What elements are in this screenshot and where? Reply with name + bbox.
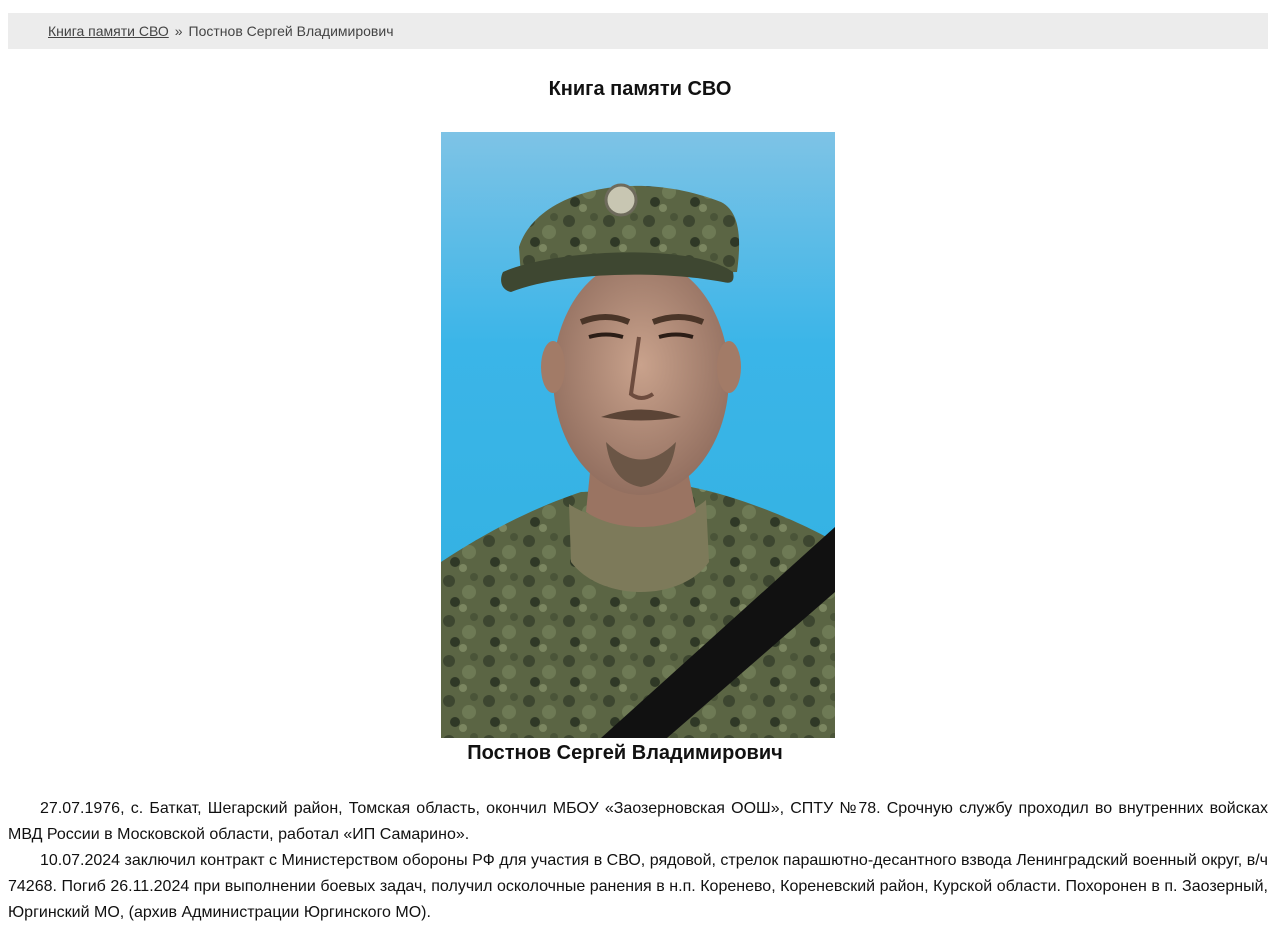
breadcrumb-separator: » (174, 23, 183, 39)
photo-ear-left (541, 341, 565, 393)
memorial-portrait (441, 132, 835, 738)
photo-ear-right (717, 341, 741, 393)
biography-paragraph-2: 10.07.2024 заключил контракт с Министерством обороны РФ для участия в СВО, рядовой, стрелок парашютно-десантного взвода Ленинградский военный округ, в/ч 74268. Погиб 26.11.2024 при выполнении боевых задач, получил осколочные ранения в н.п. Коренево, Кореневский район, Курской области. Похоронен в п. Заозерный, Юргинский МО, (архив Администрации Юргинского МО). (8, 852, 1268, 921)
person-name: Постнов Сергей Владимирович (467, 742, 783, 764)
biography-paragraph-1: 27.07.1976, с. Баткат, Шегарский район, Томская область, окончил МБОУ «Заозерновская ООШ», СПТУ №78. Срочную службу проходил во внутренних войсках МВД России в Московской области, работал «ИП Самарино». (8, 800, 1268, 843)
biography (8, 796, 1268, 926)
page-title: Книга памяти СВО (548, 78, 732, 100)
breadcrumb-home-link[interactable]: Книга памяти СВО (48, 23, 169, 39)
photo-cap-badge (606, 185, 636, 215)
breadcrumb-current: Постнов Сергей Владимирович (188, 23, 394, 39)
breadcrumb (8, 13, 1268, 49)
